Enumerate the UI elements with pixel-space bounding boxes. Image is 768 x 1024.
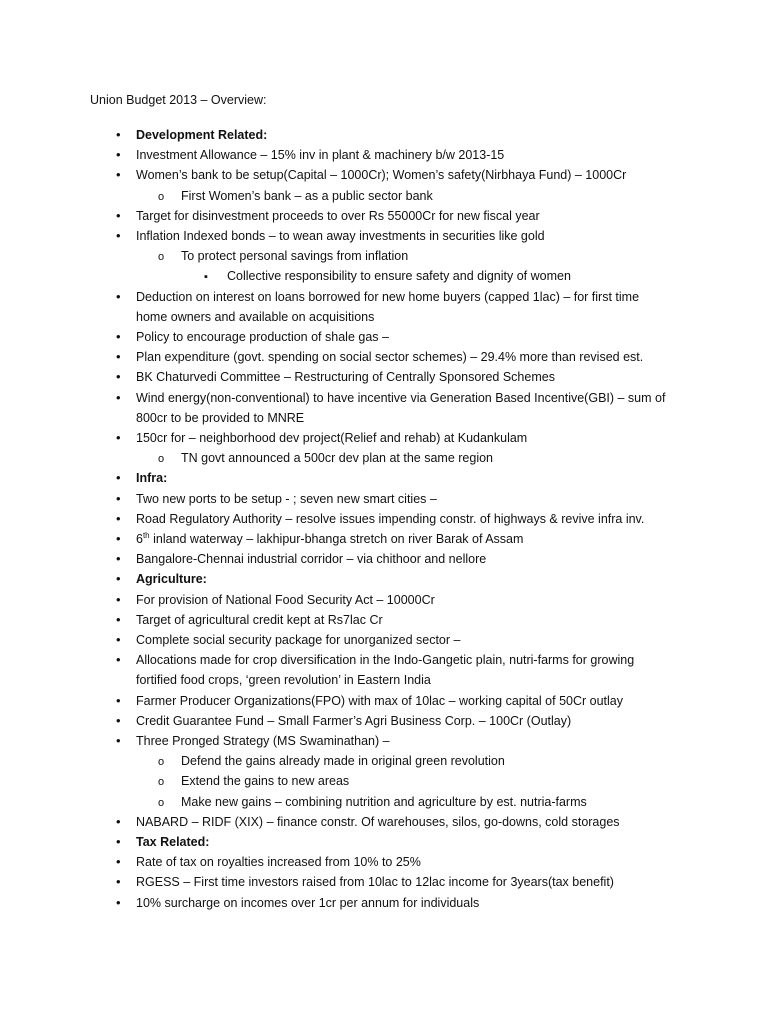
- list-bullet-icon: [116, 491, 121, 507]
- list-bullet-icon: [116, 733, 121, 749]
- list-bullet-icon: [158, 794, 164, 811]
- list-item: [136, 531, 523, 547]
- list-item-continuation: fortified food crops, ‘green revolution’ in Eastern India: [136, 673, 431, 688]
- list-item-text: Policy to encourage production of shale gas –: [136, 330, 389, 344]
- list-bullet-icon: [158, 188, 164, 205]
- list-item: [136, 571, 207, 587]
- list-item-text: Plan expenditure (govt. spending on social sector schemes) – 29.4% more than revised est.: [136, 350, 644, 365]
- list-item-text: Credit Guarantee Fund – Small Farmer’s Agri Business Corp. – 100Cr (Outlay): [136, 713, 572, 728]
- list-item-text: To protect personal savings from inflation: [181, 249, 409, 264]
- list-item: [136, 713, 571, 729]
- list-bullet-icon: [116, 895, 121, 911]
- list-item-text: inland waterway – lakhipur-bhanga stretch on river Barak of Assam: [149, 532, 524, 546]
- list-item: [136, 895, 479, 911]
- list-item: [181, 794, 587, 810]
- list-bullet-icon: [116, 693, 121, 709]
- list-bullet-icon: [158, 773, 164, 790]
- list-bullet-icon: [116, 592, 121, 608]
- list-item: [136, 491, 437, 507]
- list-item: [136, 470, 167, 486]
- list-bullet-icon: [116, 470, 121, 486]
- list-item: [136, 612, 383, 628]
- list-item: [136, 167, 626, 183]
- list-item: [136, 814, 620, 830]
- list-item: [136, 632, 460, 648]
- list-item-text: Development Related:: [136, 128, 268, 142]
- list-item: [136, 693, 623, 709]
- list-item-text: BK Chaturvedi Committee – Restructuring of Centrally Sponsored Schemes: [136, 370, 555, 385]
- list-item-text: TN govt announced a 500cr dev plan at the same region: [181, 451, 494, 466]
- list-item-text: Tax Related:: [136, 835, 210, 849]
- list-bullet-icon: [204, 268, 208, 285]
- list-item: [136, 551, 486, 567]
- list-bullet-icon: [116, 167, 121, 183]
- list-item-superscript: th: [142, 530, 150, 540]
- list-item: [136, 228, 545, 244]
- list-item: [227, 268, 571, 284]
- list-item-text: Investment Allowance – 15% inv in plant & machinery b/w 2013-15: [136, 148, 505, 163]
- list-item-text: Target of agricultural credit kept at Rs7lac Cr: [136, 612, 383, 627]
- list-item: [136, 208, 540, 224]
- list-bullet-icon: [116, 652, 121, 668]
- list-item: [136, 349, 643, 365]
- list-bullet-icon: [116, 208, 121, 224]
- list-bullet-icon: [116, 874, 121, 890]
- list-item-text: Infra:: [136, 471, 168, 486]
- list-bullet-icon: [116, 127, 121, 143]
- list-item: [136, 329, 389, 345]
- list-item: [136, 147, 504, 163]
- list-item: [136, 369, 555, 385]
- list-item-continuation: home owners and available on acquisitions: [136, 309, 375, 324]
- list-item-text: Complete social security package for unorganized sector –: [136, 633, 461, 647]
- list-item: [181, 188, 433, 204]
- list-bullet-icon: [116, 551, 121, 567]
- list-item: [136, 874, 614, 890]
- list-bullet-icon: [116, 571, 121, 587]
- list-bullet-icon: [116, 289, 121, 305]
- list-item-text: 10% surcharge on incomes over 1cr per annum for individuals: [136, 895, 480, 910]
- list-bullet-icon: [116, 369, 121, 385]
- list-bullet-icon: [158, 248, 164, 265]
- list-item-text: Women’s bank to be setup(Capital – 1000Cr); Women’s safety(Nirbhaya Fund) – 1000Cr: [136, 168, 627, 183]
- list-item: [181, 773, 349, 789]
- list-item: [136, 854, 421, 870]
- list-item-text: For provision of National Food Security Act – 10000Cr: [136, 592, 435, 607]
- list-item: [136, 430, 527, 446]
- list-item: [136, 289, 639, 305]
- list-item-text: Three Pronged Strategy (MS Swaminathan) –: [136, 734, 390, 748]
- list-bullet-icon: [116, 531, 121, 547]
- list-item: [136, 127, 267, 143]
- list-item-text: Extend the gains to new areas: [181, 774, 350, 789]
- list-bullet-icon: [158, 450, 164, 467]
- list-item-text: Two new ports to be setup - ; seven new smart cities –: [136, 491, 437, 506]
- list-item-text: Farmer Producer Organizations(FPO) with max of 10lac – working capital of 50Cr outlay: [136, 693, 623, 708]
- list-item-text: Target for disinvestment proceeds to over Rs 55000Cr for new fiscal year: [136, 208, 540, 223]
- list-item: [136, 592, 435, 608]
- list-item-text: Inflation Indexed bonds – to wean away investments in securities like gold: [136, 229, 545, 243]
- list-item-text: Bangalore-Chennai industrial corridor – via chithoor and nellore: [136, 552, 487, 567]
- list-bullet-icon: [116, 390, 121, 406]
- list-bullet-icon: [116, 349, 121, 365]
- list-item: [136, 390, 665, 406]
- list-item-text: Allocations made for crop diversification in the Indo-Gangetic plain, nutri-farms for growing: [136, 653, 635, 668]
- list-item-text: Collective responsibility to ensure safety and dignity of women: [227, 269, 571, 284]
- list-item-text: RGESS – First time investors raised from 10lac to 12lac income for 3years(tax benefit): [136, 875, 614, 890]
- list-item: [136, 834, 209, 850]
- list-item-text: First Women’s bank – as a public sector bank: [181, 188, 433, 203]
- list-item-text: Rate of tax on royalties increased from 10% to 25%: [136, 855, 421, 870]
- list-item-text: Make new gains – combining nutrition and agriculture by est. nutria-farms: [181, 794, 587, 809]
- list-bullet-icon: [116, 632, 121, 648]
- list-bullet-icon: [116, 814, 121, 830]
- list-bullet-icon: [116, 228, 121, 244]
- list-item-text: 150cr for – neighborhood dev project(Relief and rehab) at Kudankulam: [136, 431, 528, 445]
- list-item: [136, 652, 634, 668]
- list-item-text: Deduction on interest on loans borrowed for new home buyers (capped 1lac) – for first time: [136, 289, 640, 304]
- list-bullet-icon: [116, 329, 121, 345]
- list-item-number: 6: [136, 532, 143, 546]
- list-item: [136, 733, 390, 749]
- list-item: [181, 450, 493, 466]
- list-bullet-icon: [116, 834, 121, 850]
- list-item-text: Agriculture:: [136, 572, 207, 587]
- list-bullet-icon: [116, 430, 121, 446]
- list-item-text: Defend the gains already made in original green revolution: [181, 754, 505, 769]
- list-item: [181, 248, 408, 264]
- list-item-continuation: 800cr to be provided to MNRE: [136, 410, 305, 425]
- list-item-text: NABARD – RIDF (XIX) – finance constr. Of warehouses, silos, go-downs, cold storages: [136, 814, 620, 829]
- list-bullet-icon: [116, 612, 121, 628]
- list-item: [136, 511, 644, 527]
- list-item-text: Road Regulatory Authority – resolve issues impending constr. of highways & revive infra inv.: [136, 511, 645, 526]
- list-bullet-icon: [116, 511, 121, 527]
- list-bullet-icon: [158, 753, 164, 770]
- list-bullet-icon: [116, 147, 121, 163]
- document-title: Union Budget 2013 – Overview:: [90, 93, 267, 107]
- list-item-text: Wind energy(non-conventional) to have incentive via Generation Based Incentive(GBI) – sum of: [136, 390, 666, 405]
- list-bullet-icon: [116, 713, 121, 729]
- list-item: [181, 753, 505, 769]
- list-bullet-icon: [116, 854, 121, 870]
